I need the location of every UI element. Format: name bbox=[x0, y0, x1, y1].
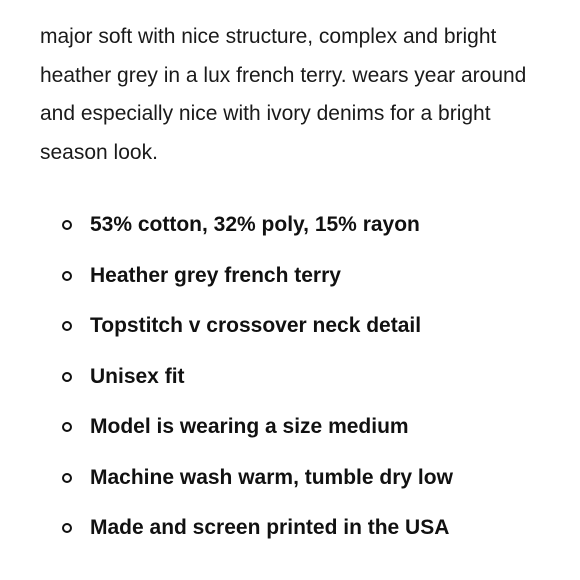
feature-list-item bbox=[0, 251, 580, 302]
bullet-circle-icon bbox=[62, 473, 72, 483]
bullet-circle-icon bbox=[62, 372, 72, 382]
feature-text: Topstitch v crossover neck detail bbox=[90, 314, 422, 337]
bullet-circle-icon bbox=[62, 321, 72, 331]
feature-list-item bbox=[0, 402, 580, 453]
bullet-circle-icon bbox=[62, 271, 72, 281]
bullet-circle-icon bbox=[62, 422, 72, 432]
feature-text: Machine wash warm, tumble dry low bbox=[90, 465, 453, 489]
feature-list-item bbox=[0, 301, 580, 352]
feature-text: 53% cotton, 32% poly, 15% rayon bbox=[90, 213, 420, 236]
bullet-circle-icon bbox=[62, 220, 72, 230]
feature-text: Made and screen printed in the USA bbox=[90, 516, 450, 539]
bullet-circle-icon bbox=[62, 523, 72, 533]
feature-text: Unisex fit bbox=[90, 364, 185, 388]
feature-text: Heather grey french terry bbox=[90, 263, 341, 287]
feature-list-item bbox=[0, 352, 580, 403]
product-description: major soft with nice structure, complex and bright heather grey in a lux french terry. wears year around and especially nice with ivory denims for a bright season look. bbox=[40, 25, 527, 164]
feature-list-item bbox=[0, 503, 580, 554]
feature-list bbox=[0, 200, 580, 554]
feature-list-item bbox=[0, 200, 580, 251]
feature-text: Model is wearing a size medium bbox=[90, 415, 409, 438]
feature-list-item bbox=[0, 453, 580, 504]
